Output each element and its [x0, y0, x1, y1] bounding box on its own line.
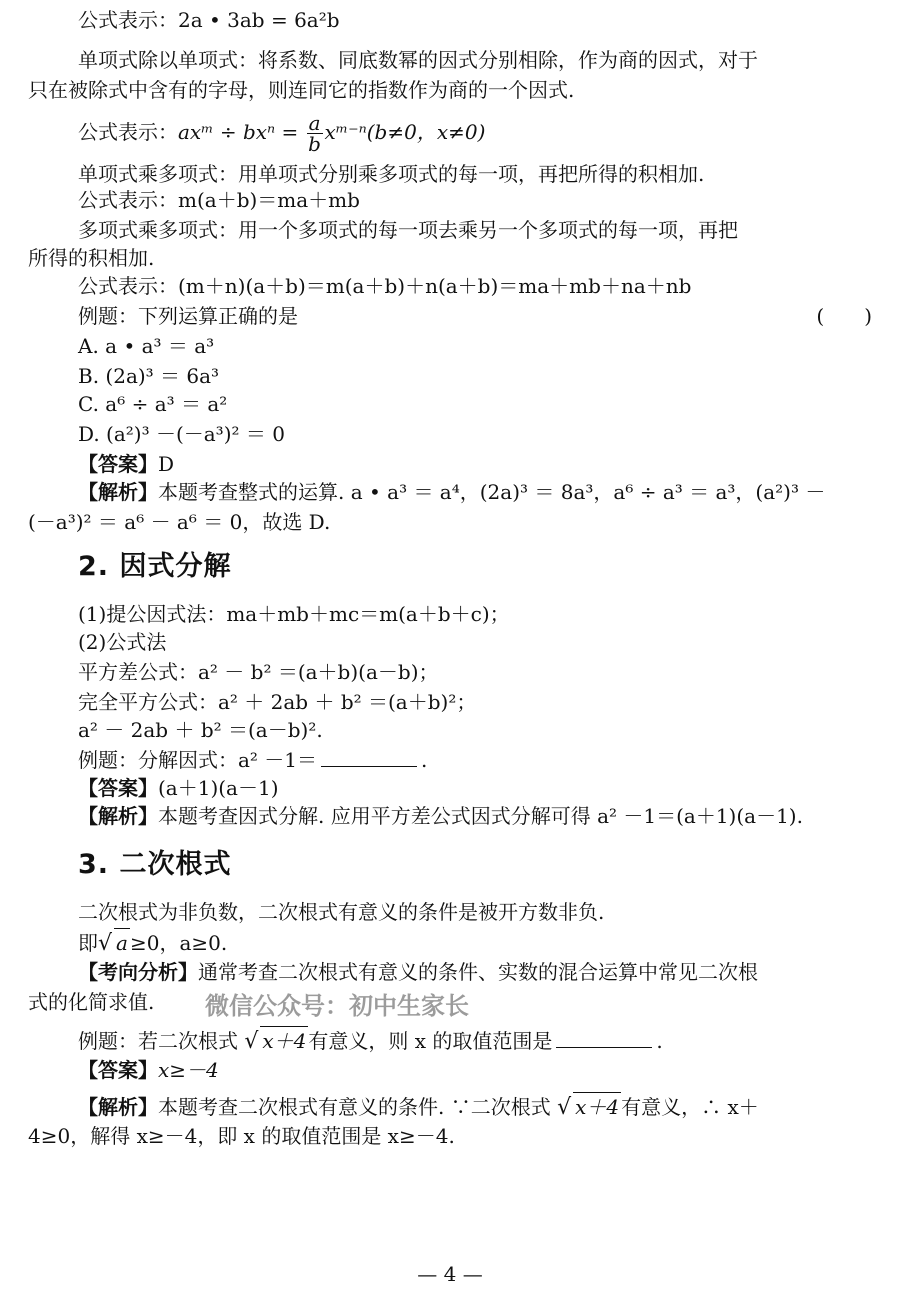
formula-text: ≥0，a≥0.: [129, 931, 228, 955]
answer-tag: 【答案】: [78, 1058, 158, 1082]
example-question: 例题：若二次根式: [78, 1029, 238, 1053]
formula-line: a² － 2ab ＋ b² ＝(a－b)².: [78, 718, 323, 742]
answer-paren: ( ): [816, 304, 872, 328]
radicand: x＋4: [260, 1026, 308, 1055]
example-line: 例题：若二次根式 √ x＋4 有意义，则 x 的取值范围是 .: [78, 1026, 872, 1056]
text-line: 只在被除式中含有的字母，则连同它的指数作为商的一个因式.: [28, 78, 575, 102]
answer-value: (a＋1)(a－1): [158, 776, 279, 800]
radical-sign: √: [244, 1029, 259, 1054]
example-question-tail: 有意义，则 x 的取值范围是: [308, 1029, 553, 1053]
page-number: — 4 —: [417, 1262, 483, 1286]
formula-prefix: 公式表示：: [78, 120, 178, 144]
explanation-line: [78, 1092, 872, 1122]
radical-sign: √: [557, 1095, 572, 1120]
analysis-text: 通常考查二次根式有意义的条件、实数的混合运算中常见二次根: [198, 960, 758, 984]
text-line: 单项式除以单项式：将系数、同底数幂的因式分别相除，作为商的因式，对于: [78, 48, 758, 72]
answer-value: x≥－4: [158, 1058, 219, 1082]
answer-value: D: [158, 452, 175, 476]
fraction-denominator: b: [308, 132, 321, 156]
explanation-text: 本题考查整式的运算. a • a³ ＝ a⁴，(2a)³ ＝ 8a³，a⁶ ÷ a³ ＝ a³，(a²)³ －: [158, 480, 826, 504]
text-line: 二次根式为非负数，二次根式有意义的条件是被开方数非负.: [78, 900, 605, 924]
watermark: 微信公众号：初中生家长: [205, 992, 469, 1020]
text-line: (2)公式法: [78, 630, 167, 654]
formula-line: 公式表示：m(a＋b)＝ma＋mb: [78, 188, 360, 212]
text-prefix: 即: [78, 931, 98, 955]
section-heading-2: 2. 因式分解: [78, 551, 232, 582]
explanation-text-tail: 有意义，∴ x＋: [621, 1095, 759, 1119]
example-question: 例题：下列运算正确的是: [78, 304, 298, 328]
explanation-text: 本题考查二次根式有意义的条件. ∵二次根式: [158, 1095, 551, 1119]
answer-line: [78, 450, 872, 478]
answer-tag: 【答案】: [78, 452, 158, 476]
example-line: [78, 302, 872, 330]
explanation-text: 本题考查因式分解. 应用平方差公式因式分解可得 a² －1＝(a＋1)(a－1).: [158, 804, 803, 828]
analysis-tag: 【考向分析】: [78, 960, 198, 984]
analysis-line: [78, 958, 872, 986]
formula-rhs: xᵐ⁻ⁿ(b≠0，x≠0): [324, 120, 486, 144]
fraction: [307, 113, 323, 154]
radicand: a: [114, 928, 130, 957]
example-line: 例题：分解因式：a² －1＝ .: [78, 748, 428, 772]
answer-blank: [556, 1027, 652, 1048]
radical-sign: √: [98, 931, 113, 956]
section-heading-3: 3. 二次根式: [78, 849, 232, 880]
formula-line: (1)提公因式法：ma＋mb＋mc＝m(a＋b＋c)；: [78, 602, 510, 626]
text-line: 所得的积相加.: [28, 246, 155, 270]
explanation-tag: 【解析】: [78, 804, 158, 828]
answer-blank: [321, 746, 417, 767]
explanation-line: 4≥0，解得 x≥－4，即 x 的取值范围是 x≥－4.: [28, 1124, 455, 1148]
option-a: A. a • a³ ＝ a³: [78, 334, 215, 358]
formula-line: 公式表示：(m＋n)(a＋b)＝m(a＋b)＋n(a＋b)＝ma＋mb＋na＋nb: [78, 274, 692, 298]
explanation-tag: 【解析】: [78, 1095, 158, 1119]
answer-line: [78, 1056, 872, 1084]
example-question: 例题：分解因式：a² －1＝: [78, 748, 318, 772]
formula-lhs: axᵐ ÷ bxⁿ =: [178, 120, 299, 144]
fraction-numerator: a: [308, 111, 321, 135]
formula-line: [78, 112, 872, 154]
formula-line: [78, 928, 872, 958]
formula-line: 平方差公式：a² － b² ＝(a＋b)(a－b)；: [78, 660, 439, 684]
explanation-line: [78, 802, 872, 830]
text-line: 多项式乘多项式：用一个多项式的每一项去乘另一个多项式的每一项，再把: [78, 218, 738, 242]
option-d: D. (a²)³ －(－a³)² ＝ 0: [78, 422, 285, 446]
text-line: 单项式乘多项式：用单项式分别乘多项式的每一项，再把所得的积相加.: [78, 162, 705, 186]
analysis-line: 式的化简求值.: [28, 990, 155, 1014]
explanation-line: (－a³)² ＝ a⁶ － a⁶ ＝ 0，故选 D.: [28, 510, 331, 534]
formula-line: 公式表示：2a • 3ab = 6a²b: [78, 8, 340, 32]
option-c: C. a⁶ ÷ a³ ＝ a²: [78, 392, 228, 416]
answer-tag: 【答案】: [78, 776, 158, 800]
explanation-tag: 【解析】: [78, 480, 158, 504]
option-b: B. (2a)³ ＝ 6a³: [78, 364, 220, 388]
explanation-line: [78, 478, 872, 506]
radicand: x＋4: [573, 1092, 621, 1121]
formula-line: 完全平方公式：a² ＋ 2ab ＋ b² ＝(a＋b)²；: [78, 690, 477, 714]
answer-line: [78, 774, 872, 802]
